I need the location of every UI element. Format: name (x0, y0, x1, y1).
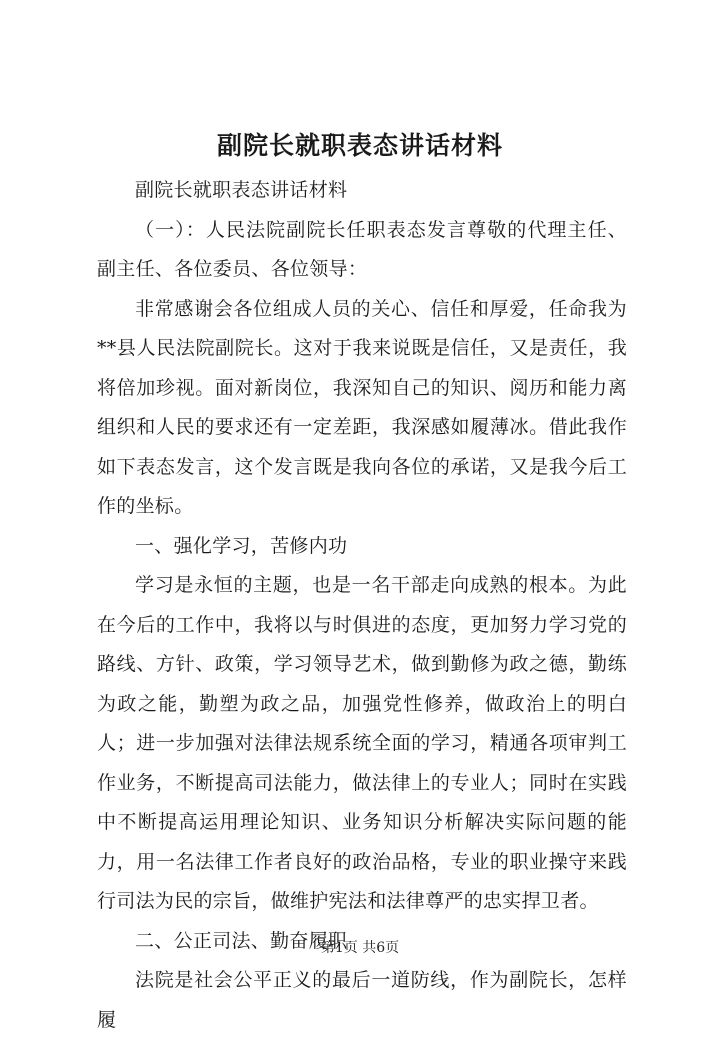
paragraph-justice: 法院是社会公平正义的最后一道防线，作为副院长，怎样履 (97, 969, 627, 1031)
document-body (97, 171, 627, 1040)
section-heading-1: 一、强化学习，苦修内功 (135, 534, 348, 557)
paragraph-study: 学习是永恒的主题，也是一名干部走向成熟的根本。为此在今后的工作中，我将以与时俱进的态度，更加努力学习党的路线、方针、政策，学习领导艺术，做到勤修为政之德，勤练为政之能，勤塑为政之品，加强党性修养，做政治上的明白人；进一步加强对法律法规系统全面的学习，精通各项审判工作业务，不断提高司法能力，做法律上的专业人；同时在实践中不断提高运用理论知识、业务知识分析解决实际问题的能力，用一名法律工作者良好的政治品格，专业的职业操守来践行司法为民的宗旨，做维护宪法和法律尊严的忠实捍卫者。 (97, 574, 627, 912)
section-heading-2: 二、公正司法、勤奋履职 (135, 929, 348, 952)
paragraph-subtitle: 副院长就职表态讲话材料 (135, 179, 348, 201)
document-title: 副院长就职表态讲话材料 (216, 131, 503, 160)
page-footer: 第1页 共6页 (320, 940, 400, 956)
paragraph-thanks: 非常感谢会各位组成人员的关心、信任和厚爱，任命我为**县人民法院副院长。这对于我来说既是信任，又是责任，我将倍加珍视。面对新岗位，我深知自己的知识、阅历和能力离组织和人民的要求还有一定差距，我深感如履薄冰。借此我作如下表态发言，这个发言既是我向各位的承诺，又是我今后工作的坐标。 (97, 297, 627, 517)
paragraph-salutation: （一）：人民法院副院长任职表态发言尊敬的代理主任、副主任、各位委员、各位领导： (97, 218, 627, 280)
